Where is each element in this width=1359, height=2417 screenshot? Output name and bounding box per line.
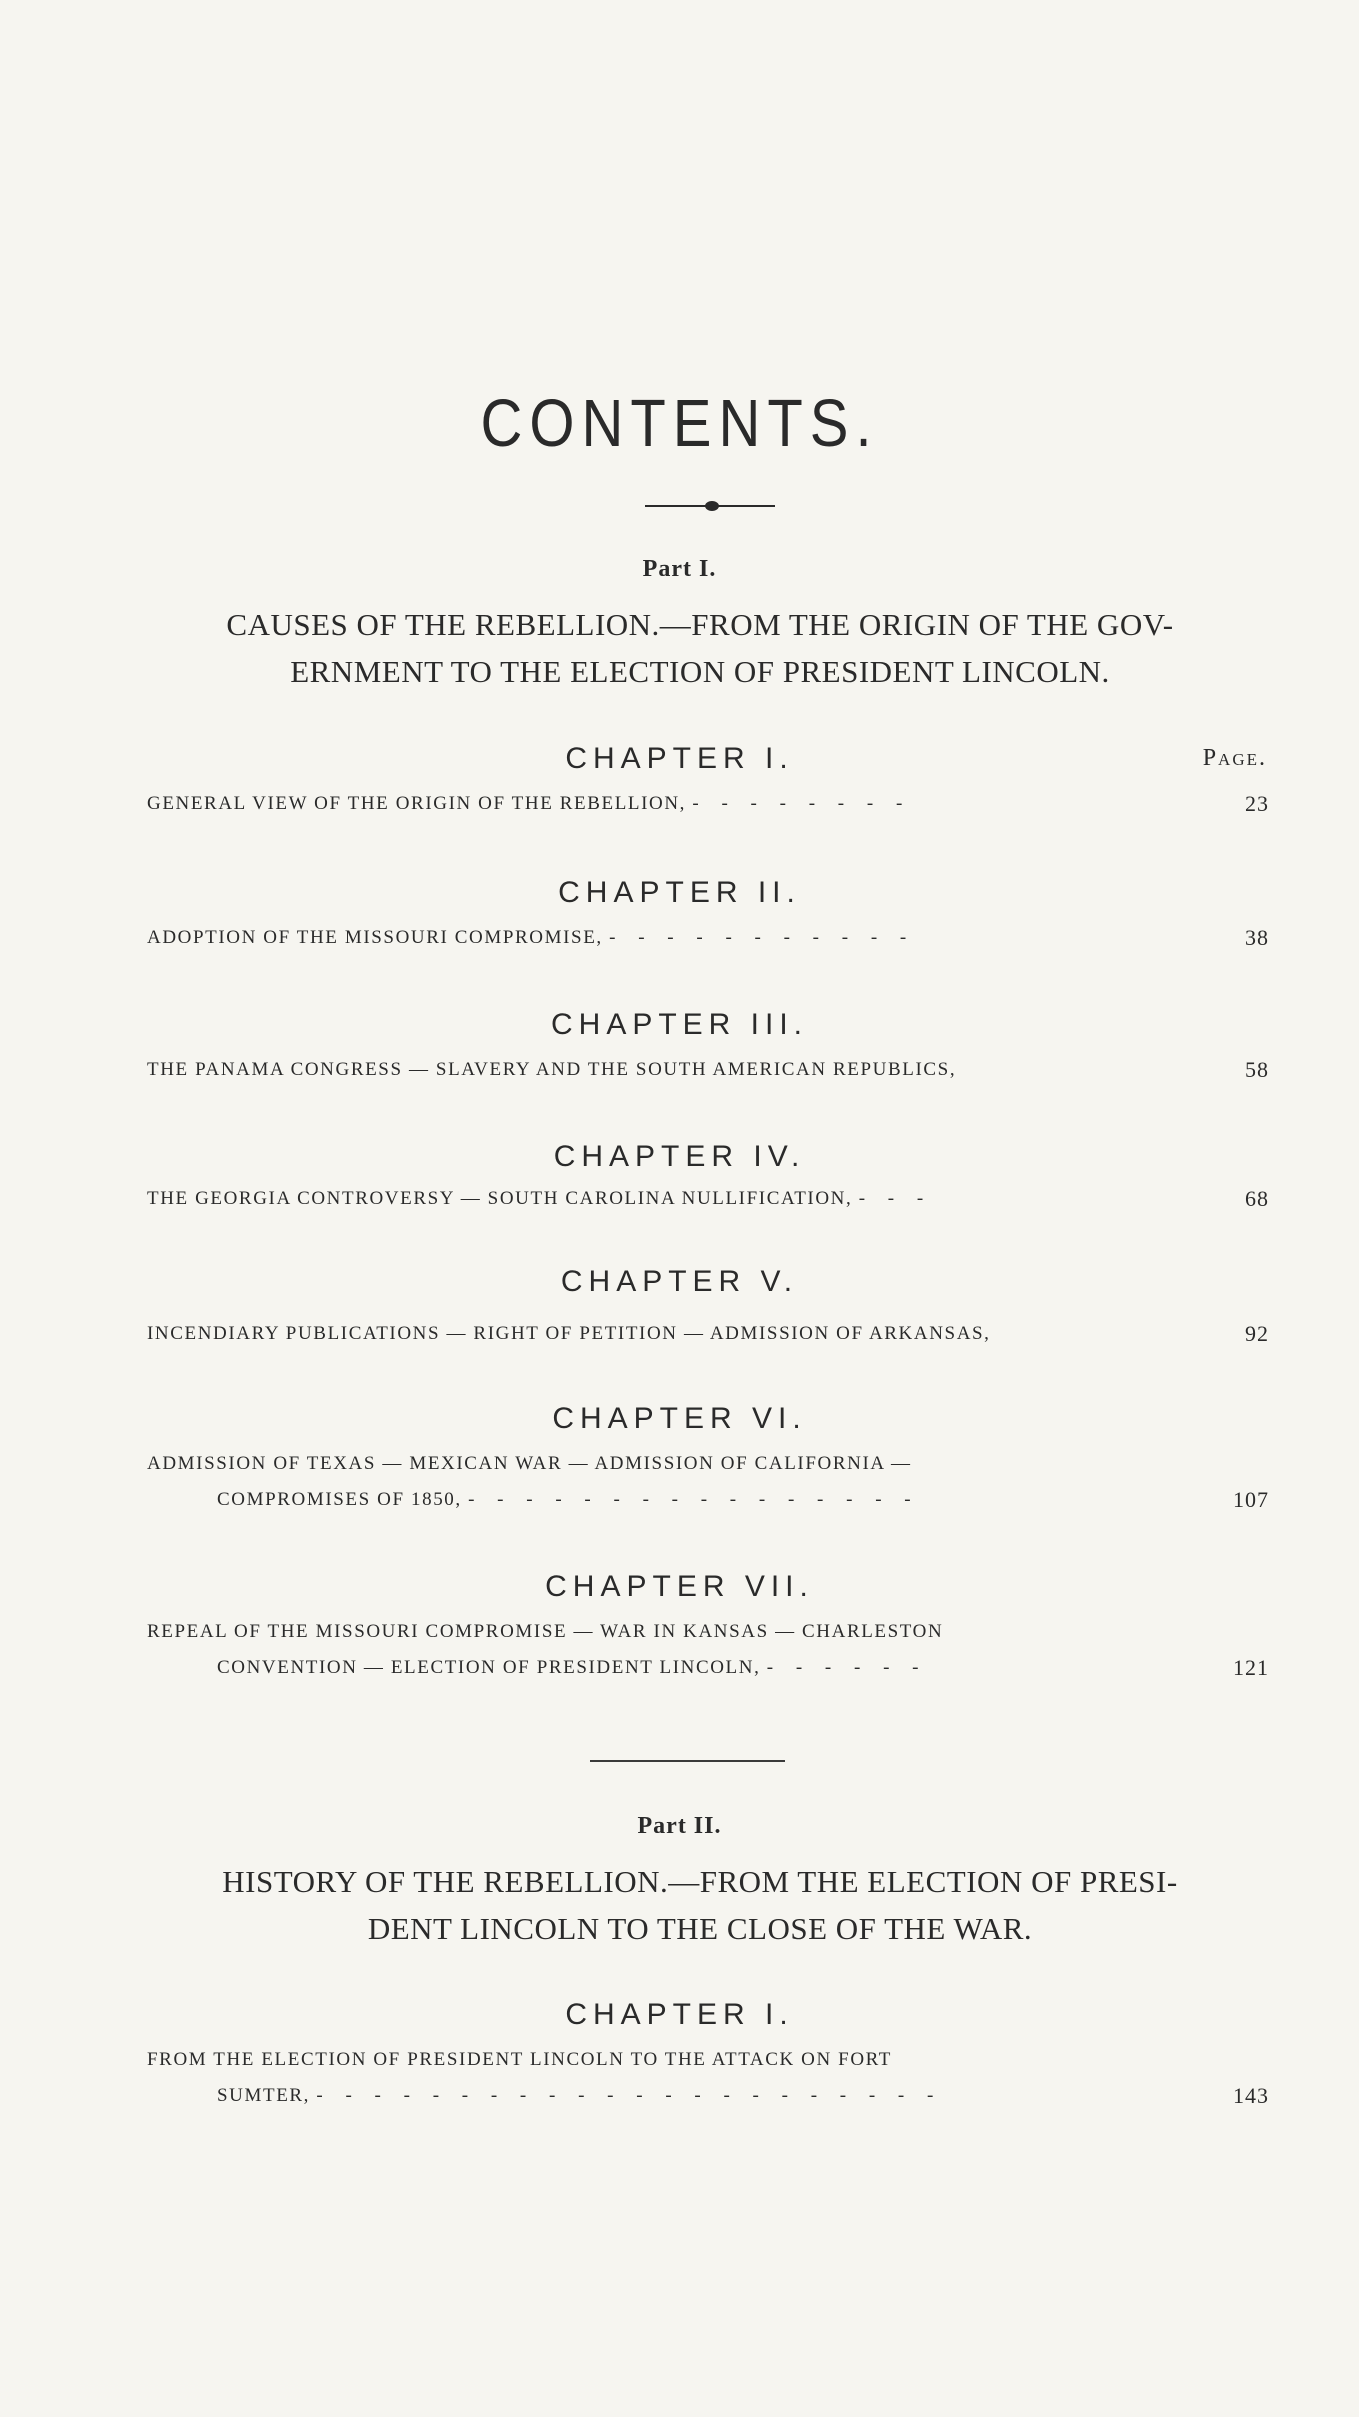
part-2-heading bbox=[140, 1858, 1260, 1952]
entry-text: THE PANAMA CONGRESS — SLAVERY AND THE SOUTH AMERICAN REPUBLICS, bbox=[147, 1059, 957, 1080]
toc-entry bbox=[147, 920, 1269, 956]
entry-text: ADMISSION OF TEXAS — MEXICAN WAR — ADMISSION OF CALIFORNIA — bbox=[147, 1453, 912, 1474]
entry-line bbox=[147, 1614, 1269, 1650]
chapter-heading: CHAPTER IV. bbox=[553, 1140, 806, 1173]
chapter-heading: CHAPTER V. bbox=[560, 1265, 799, 1298]
toc-entry bbox=[147, 1316, 1269, 1352]
entry-line bbox=[147, 1446, 1269, 1482]
toc-entry bbox=[147, 786, 1269, 822]
entry-text: GENERAL VIEW OF THE ORIGIN OF THE REBELLION, bbox=[147, 793, 687, 814]
toc-entry bbox=[147, 1181, 1269, 1217]
entry-line-continued bbox=[147, 2078, 1269, 2114]
page-title: CONTENTS. bbox=[480, 386, 879, 461]
entry-line bbox=[147, 786, 1269, 822]
page-number: 92 bbox=[1245, 1321, 1269, 1346]
dot-leader: - - - - - - bbox=[766, 1657, 928, 1678]
chapter-heading: CHAPTER VII. bbox=[545, 1570, 814, 1603]
part-2-heading-line-1: HISTORY OF THE REBELLION.—FROM THE ELECTION OF PRESI- bbox=[222, 1864, 1178, 1899]
entry-line-continued bbox=[147, 1650, 1269, 1686]
toc-entry bbox=[147, 1614, 1269, 1686]
page-number: 38 bbox=[1245, 925, 1269, 950]
entry-text: COMPROMISES OF 1850, bbox=[217, 1489, 462, 1510]
page-column-header: Page. bbox=[1202, 745, 1267, 771]
entry-line bbox=[147, 2042, 1269, 2078]
divider-ornament bbox=[640, 496, 780, 516]
chapter-heading: CHAPTER III. bbox=[550, 1008, 809, 1041]
page-number: 107 bbox=[1233, 1487, 1269, 1512]
part-1-heading bbox=[140, 601, 1260, 695]
chapter-heading: CHAPTER I. bbox=[565, 742, 794, 775]
entry-line bbox=[147, 1181, 1269, 1217]
page-number: 58 bbox=[1245, 1057, 1269, 1082]
chapter-heading: CHAPTER I. bbox=[565, 1998, 794, 2031]
dot-leader: - - - - - - - - - - - bbox=[609, 927, 916, 948]
entry-text: ADOPTION OF THE MISSOURI COMPROMISE, bbox=[147, 927, 603, 948]
dot-leader: - - - - - - - - - - - - - - - - bbox=[468, 1489, 920, 1510]
part-1-heading-line-1: CAUSES OF THE REBELLION.—FROM THE ORIGIN OF THE GOV- bbox=[226, 607, 1174, 642]
entry-text: THE GEORGIA CONTROVERSY — SOUTH CAROLINA NULLIFICATION, bbox=[147, 1188, 853, 1209]
toc-entry bbox=[147, 1446, 1269, 1518]
entry-text: REPEAL OF THE MISSOURI COMPROMISE — WAR IN KANSAS — CHARLESTON bbox=[147, 1621, 944, 1642]
entry-line bbox=[147, 920, 1269, 956]
part-2-label: Part II. bbox=[637, 1813, 722, 1839]
dot-leader: - - - bbox=[858, 1188, 933, 1209]
entry-text: FROM THE ELECTION OF PRESIDENT LINCOLN TO THE ATTACK ON FORT bbox=[147, 2049, 892, 2070]
part-1-label: Part I. bbox=[642, 556, 717, 582]
toc-entry bbox=[147, 1052, 1269, 1088]
entry-text: INCENDIARY PUBLICATIONS — RIGHT OF PETITION — ADMISSION OF ARKANSAS, bbox=[147, 1323, 991, 1344]
page-number: 68 bbox=[1245, 1186, 1269, 1211]
part-1-heading-line-2: ERNMENT TO THE ELECTION OF PRESIDENT LINCOLN. bbox=[290, 654, 1110, 689]
entry-line bbox=[147, 1052, 1269, 1088]
toc-entry bbox=[147, 2042, 1269, 2114]
section-rule bbox=[590, 1760, 785, 1762]
entry-text: CONVENTION — ELECTION OF PRESIDENT LINCOLN, bbox=[217, 1657, 761, 1678]
entry-line bbox=[147, 1316, 1269, 1352]
part-2-heading-line-2: DENT LINCOLN TO THE CLOSE OF THE WAR. bbox=[367, 1911, 1033, 1946]
entry-line-continued bbox=[147, 1482, 1269, 1518]
dot-leader: - - - - - - - - bbox=[692, 793, 912, 814]
dot-leader: - - - - - - - - - - - - - - - - - - - - - - bbox=[316, 2085, 943, 2106]
page-number: 121 bbox=[1233, 1655, 1269, 1680]
page-number: 23 bbox=[1245, 791, 1269, 816]
page-number: 143 bbox=[1233, 2083, 1269, 2108]
chapter-heading: CHAPTER II. bbox=[558, 876, 801, 909]
chapter-heading: CHAPTER VI. bbox=[552, 1402, 807, 1435]
entry-text: SUMTER, bbox=[217, 2085, 311, 2106]
